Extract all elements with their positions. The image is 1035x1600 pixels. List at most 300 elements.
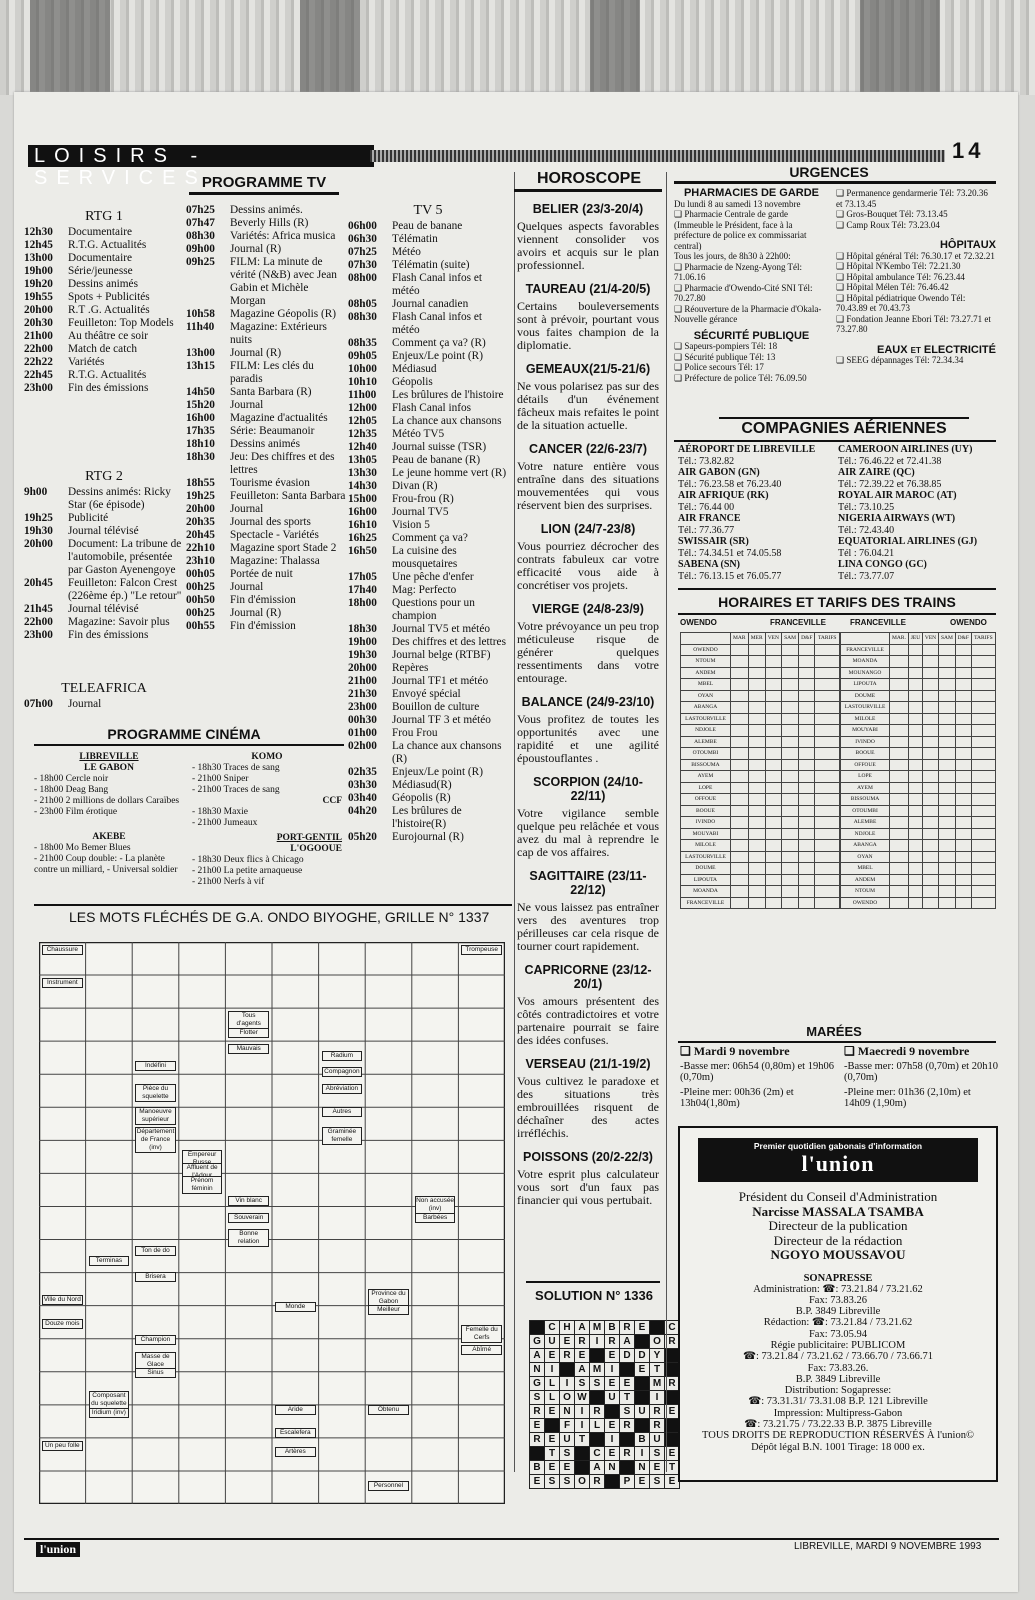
urgences-right <box>836 188 996 366</box>
tv5-program: Météo <box>392 246 421 258</box>
rtg1-program: R.T.G. Actualités <box>68 369 147 381</box>
tv5-program: Repères <box>392 662 429 674</box>
trains-cell <box>890 794 909 806</box>
column-rule <box>514 172 515 1472</box>
masthead-detail: Régie publicitaire: PUBLICOM <box>770 1339 906 1351</box>
trains-station: BISSOUMA <box>681 759 731 771</box>
trains-cell <box>890 644 909 656</box>
trains-cell <box>748 736 765 748</box>
solution-cell: R <box>650 1405 665 1419</box>
trains-cell <box>765 897 781 909</box>
marees-day2 <box>844 1046 999 1109</box>
tv5-row <box>348 623 508 636</box>
trains-header-row <box>841 633 996 645</box>
trains-row <box>841 644 996 656</box>
trains-row <box>681 817 840 829</box>
solution-cell: S <box>650 1475 665 1489</box>
trains-cell <box>955 805 971 817</box>
rtg1-row <box>24 356 184 369</box>
solution-cell: E <box>545 1433 560 1447</box>
urgences-left <box>674 188 829 383</box>
tv5-time: 21h00 <box>348 675 377 687</box>
trains-cell <box>815 771 840 783</box>
newspaper-page <box>14 92 1018 1592</box>
tv5-time: 06h30 <box>348 233 377 245</box>
tv-col2-program: Journal (R) <box>230 347 282 359</box>
trains-cell <box>815 656 840 668</box>
photo-band <box>30 0 110 95</box>
trains-cell <box>730 794 748 806</box>
trains-station: ANDEM <box>681 667 731 679</box>
solution-cell <box>620 1461 635 1475</box>
solution-cell: I <box>560 1377 575 1391</box>
airline-name: ROYAL AIR MAROC (AT) <box>838 490 957 501</box>
trains-station: MOANDA <box>681 886 731 898</box>
trains-row <box>841 874 996 886</box>
photo-band <box>860 0 940 95</box>
rtg2-time: 9h00 <box>24 486 48 498</box>
trains-row <box>841 851 996 863</box>
trains-station: MBEL <box>841 863 890 875</box>
trains-cell <box>730 851 748 863</box>
tv5-row <box>348 649 508 662</box>
rtg1-time: 22h45 <box>24 369 53 381</box>
crossword-rule <box>34 904 512 906</box>
cinema-portgentil-heading: PORT-GENTIL <box>276 833 342 843</box>
rtg2-program: Magazine: Savoir plus <box>68 616 170 628</box>
solution-cell: T <box>665 1461 680 1475</box>
solution-row <box>530 1377 680 1391</box>
trains-cell <box>939 782 956 794</box>
horoscope-sign-text: Vous pourriez décrocher des contrats fabuleux car votre efficacité vous aide à concrétiser vos projets. <box>517 539 659 592</box>
masthead-tagline: Premier quotidien gabonais d'information <box>753 1141 923 1151</box>
tv-col2-time: 20h35 <box>186 516 215 528</box>
masthead-details <box>680 1284 996 1453</box>
cinema-komo-list <box>192 763 342 796</box>
trains-row <box>681 897 840 909</box>
masthead-detail: Fax: 73.05.94 <box>808 1328 868 1340</box>
rtg2-time: 20h00 <box>24 538 53 550</box>
trains-cell <box>890 679 909 691</box>
trains-station: MILOLE <box>841 713 890 725</box>
trains-cell <box>782 794 799 806</box>
trains-cell <box>799 725 815 737</box>
horoscope-sign <box>517 522 659 592</box>
tv5-time: 01h00 <box>348 727 377 739</box>
airlines-title: COMPAGNIES AÉRIENNES <box>741 420 947 437</box>
crossword-clue: Ville du Nord <box>43 1296 81 1304</box>
masthead-line: Narcisse MASSALA TSAMBA <box>752 1203 924 1219</box>
trains-cell <box>782 863 799 875</box>
tv5-time: 07h30 <box>348 259 377 271</box>
trains-cell <box>922 863 938 875</box>
horoscope-sign <box>517 362 659 432</box>
trains-cell <box>730 782 748 794</box>
rtg1-time: 12h30 <box>24 226 53 238</box>
trains-cell <box>890 886 909 898</box>
trains-cell <box>971 644 995 656</box>
tv5-program: Mag: Perfecto <box>392 584 457 596</box>
rtg1-row <box>24 330 184 343</box>
tv5-time: 14h30 <box>348 480 377 492</box>
cinema-item: - 21h00 Jumeaux <box>192 818 258 828</box>
horoscope-list <box>517 192 659 1207</box>
tv5-program: Flash Canal infos et météo <box>392 311 483 336</box>
tv5-row <box>348 571 508 584</box>
tv5-time: 07h25 <box>348 246 377 258</box>
cinema-ogooue-heading: L'OGOOUE <box>290 844 342 854</box>
tv5-program: Flash Canal infos <box>392 402 472 414</box>
airline-name: NIGERIA AIRWAYS (WT) <box>838 513 956 524</box>
tv5-time: 10h00 <box>348 363 377 375</box>
tv5-time: 16h10 <box>348 519 377 531</box>
trains-cell <box>782 690 799 702</box>
solution-cell <box>530 1321 545 1335</box>
trains-cell <box>799 690 815 702</box>
airline-name: SWISSAIR (SR) <box>678 536 749 547</box>
horoscope-sign-text: Votre esprit plus calculateur vous sort d'un faux pas financier qui vous pertubait. <box>517 1167 659 1207</box>
solution-cell: S <box>530 1391 545 1405</box>
trains-station: OFFOUE <box>841 759 890 771</box>
solution-cell: E <box>545 1461 560 1475</box>
trains-station: MBEL <box>681 679 731 691</box>
trains-cell <box>939 805 956 817</box>
trains-cell <box>908 736 922 748</box>
trains-cell <box>890 805 909 817</box>
trains-cell <box>955 725 971 737</box>
trains-cell <box>908 782 922 794</box>
trains-cell <box>730 656 748 668</box>
tv5-time: 12h40 <box>348 441 377 453</box>
tv5-time: 17h40 <box>348 584 377 596</box>
tv5-row <box>348 545 508 571</box>
trains-cell <box>955 679 971 691</box>
solution-title: SOLUTION N° 1336 <box>535 1288 653 1303</box>
trains-cell <box>748 644 765 656</box>
tv5-program: Médiasud <box>392 363 437 375</box>
trains-cell <box>955 863 971 875</box>
pharmacy-item: ❑ Pharmacie de Nzeng-Ayong Tél: 71.06.16 <box>674 261 803 282</box>
trains-row <box>841 759 996 771</box>
pharmacy-item: Tous les jours, de 8h30 à 22h00: <box>674 251 791 261</box>
masthead-line: NGOYO MOUSSAVOU <box>770 1247 906 1262</box>
trains-cell <box>815 886 840 898</box>
trains-header-cell: TARIFS <box>971 633 995 645</box>
trains-cell <box>955 817 971 829</box>
tv-col2-time: 18h30 <box>186 451 215 463</box>
airline-name: AIR FRANCE <box>678 513 741 524</box>
tv-col2-row <box>186 438 346 451</box>
tv5-row <box>348 493 508 506</box>
trains-cell <box>939 713 956 725</box>
tv5-heading: TV 5 <box>413 203 443 218</box>
solution-cell <box>635 1377 650 1391</box>
trains-cell <box>939 874 956 886</box>
tv-col2-program: Variétés: Africa musica <box>230 230 336 242</box>
tv-col2-program: Journal <box>230 581 264 593</box>
tv5-row <box>348 389 508 402</box>
rtg1-program: Spots + Publicités <box>68 291 150 303</box>
masthead-detail: Impression: Multipress-Gabon <box>773 1407 903 1419</box>
trains-cell <box>922 656 938 668</box>
tv5-program: Divan (R) <box>392 480 438 492</box>
trains-cell <box>815 828 840 840</box>
solution-cell <box>590 1433 605 1447</box>
solution-cell: T <box>620 1391 635 1405</box>
trains-cell <box>890 759 909 771</box>
trains-cell <box>782 851 799 863</box>
rtg1-time: 20h00 <box>24 304 53 316</box>
trains-cell <box>922 690 938 702</box>
rtg1-time: 22h00 <box>24 343 53 355</box>
solution-cell: I <box>575 1419 590 1433</box>
cinema-item: - 18h00 Cercle noir <box>34 774 109 784</box>
trains-cell <box>815 667 840 679</box>
tv-col2-row <box>186 204 346 217</box>
tv5-row <box>348 636 508 649</box>
tv5-time: 11h00 <box>348 389 377 401</box>
tv5-row <box>348 441 508 454</box>
rtg1-row <box>24 369 184 382</box>
trains-cell <box>730 805 748 817</box>
trains-cell <box>890 851 909 863</box>
trains-station: IVINDO <box>841 736 890 748</box>
trains-cell <box>955 759 971 771</box>
trains-cell <box>955 736 971 748</box>
tv5-time: 08h00 <box>348 272 377 284</box>
trains-cell <box>730 725 748 737</box>
solution-row <box>530 1335 680 1349</box>
cinema-item: - 21h00 Coup double: - La planète contre un milliard, - Universal soldier <box>34 854 178 875</box>
horoscope-sign-text: Certains bouleversements sont à prévoir, pourtant vous vous faites champion de la diplomatie. <box>517 299 659 352</box>
trains-cell <box>939 828 956 840</box>
solution-cell: S <box>620 1405 635 1419</box>
trains-cell <box>748 771 765 783</box>
solution-row <box>530 1433 680 1447</box>
tv5-time: 12h35 <box>348 428 377 440</box>
tv5-time: 13h30 <box>348 467 377 479</box>
trains-cell <box>971 828 995 840</box>
tv5-program: Bouillon de culture <box>392 701 480 713</box>
trains-cell <box>971 897 995 909</box>
rtg1-program: Dessins animés <box>68 278 138 290</box>
tv-col2-time: 09h25 <box>186 256 215 268</box>
rtg2-time: 20h45 <box>24 577 53 589</box>
rtg1-time: 12h45 <box>24 239 53 251</box>
crossword-clue: Empereur <box>182 1150 223 1168</box>
trains-cell <box>799 644 815 656</box>
background-noise <box>0 0 1035 95</box>
trains-cell <box>971 817 995 829</box>
solution-cell: U <box>605 1391 620 1405</box>
crossword-clue: Abréviation <box>322 1084 363 1094</box>
trains-cell <box>782 679 799 691</box>
hospital-item: ❑ Hôpital ambulance Tél: 76.23.44 <box>836 271 965 282</box>
trains-cell <box>939 702 956 714</box>
trains-cell <box>890 828 909 840</box>
tv-col2-program: Fin d'émission <box>230 620 296 632</box>
rtg2-time: 22h00 <box>24 616 53 628</box>
trains-cell <box>748 794 765 806</box>
tv5-row <box>348 519 508 532</box>
masthead-detail: Distribution: Sogapresse: <box>784 1385 892 1397</box>
trains-cell <box>730 886 748 898</box>
tv5-program: Vision 5 <box>392 519 430 531</box>
rtg1-time: 13h00 <box>24 252 53 264</box>
trains-cell <box>765 874 781 886</box>
tv-col2-row <box>186 386 346 399</box>
trains-cell <box>730 897 748 909</box>
trains-row <box>681 805 840 817</box>
rtg1-row <box>24 304 184 317</box>
trains-cell <box>971 690 995 702</box>
trains-cell <box>799 771 815 783</box>
trains-cell <box>955 771 971 783</box>
trains-row <box>841 771 996 783</box>
trains-cell <box>890 782 909 794</box>
airline-phone: Tél.: 72.39.22 et 76.38.85 <box>838 478 942 490</box>
trains-cell <box>730 817 748 829</box>
teleafrica-time: 07h00 <box>24 698 53 710</box>
tv5-row <box>348 454 508 467</box>
solution-cell: L <box>545 1391 560 1405</box>
rtg1-row <box>24 265 184 278</box>
trains-row <box>841 817 996 829</box>
footer-rule <box>24 1538 999 1540</box>
crossword-clue: Pièce du squelette <box>135 1084 176 1102</box>
trains-station: OFFOUE <box>681 794 731 806</box>
solution-cell: S <box>560 1447 575 1461</box>
tv5-time: 08h05 <box>348 298 377 310</box>
solution-cell <box>635 1419 650 1433</box>
trains-cell <box>765 771 781 783</box>
tv5-program: Journal TV5 <box>392 506 449 518</box>
tv-col2-row <box>186 490 346 503</box>
trains-cell <box>799 759 815 771</box>
rtg2-program: Dessins animés: Ricky Star (6e épisode) <box>68 486 171 511</box>
tv5-program: Journal TV5 et météo <box>392 623 490 635</box>
tv-col2-time: 10h58 <box>186 308 215 320</box>
trains-cell <box>815 725 840 737</box>
trains-station: ABANGA <box>841 840 890 852</box>
trains-cell <box>971 886 995 898</box>
solution-row <box>530 1419 680 1433</box>
solution-cell: R <box>590 1405 605 1419</box>
trains-cell <box>939 667 956 679</box>
solution-cell: R <box>620 1321 635 1335</box>
trains-cell <box>799 656 815 668</box>
trains-station: AYEM <box>681 771 731 783</box>
trains-row <box>681 690 840 702</box>
trains-cell <box>799 886 815 898</box>
tv-col2-time: 13h00 <box>186 347 215 359</box>
tv5-time: 03h40 <box>348 792 377 804</box>
trains-station: AYEM <box>841 782 890 794</box>
tv-col2-program: Beverly Hills (R) <box>230 217 309 229</box>
trains-header-cell: MAR. <box>890 633 909 645</box>
trains-header-cell: VEN <box>922 633 938 645</box>
tv5-program: La chance aux chansons (R) <box>392 740 502 765</box>
airlines-rule-2 <box>674 440 996 442</box>
trains-row <box>841 679 996 691</box>
airline-phone: Tél.: 76.46.22 et 72.41.38 <box>838 455 942 467</box>
solution-cell: A <box>530 1349 545 1363</box>
tv5-program: La cuisine des mousquetaires <box>392 545 458 570</box>
tv5-time: 02h35 <box>348 766 377 778</box>
trains-header-cell: TARIFS <box>815 633 840 645</box>
trains-cell <box>815 713 840 725</box>
airlines-left <box>678 444 828 582</box>
tv-col2-time: 00h55 <box>186 620 215 632</box>
trains-station: OWENDO <box>841 897 890 909</box>
tv5-program: Le jeune homme vert (R) <box>392 467 507 479</box>
tv5-time: 10h10 <box>348 376 377 388</box>
solution-cell: E <box>545 1349 560 1363</box>
masthead-detail: Rédaction: ☎: 73.21.84 / 73.21.62 <box>763 1317 913 1329</box>
trains-cell <box>939 725 956 737</box>
trains-cell <box>955 690 971 702</box>
airline-name: LINA CONGO (GC) <box>838 559 927 570</box>
trains-cell <box>748 679 765 691</box>
security-item: ❑ Préfecture de police Tél: 76.09.50 <box>674 372 807 383</box>
trains-cell <box>748 828 765 840</box>
trains-cell <box>890 817 909 829</box>
rtg2-program: Publicité <box>68 512 109 524</box>
tv-col2-row <box>186 217 346 230</box>
trains-cell <box>782 828 799 840</box>
trains-cell <box>939 736 956 748</box>
tv5-program: Les brûlures de l'histoire(R) <box>392 805 462 830</box>
trains-cell <box>815 817 840 829</box>
trains-cell <box>782 897 799 909</box>
solution-cell: I <box>605 1363 620 1377</box>
tv5-program: Météo TV5 <box>392 428 445 440</box>
trains-station: MOUNANGO <box>841 667 890 679</box>
tv5-program: Frou Frou <box>392 727 438 739</box>
trains-rule <box>678 588 996 590</box>
tv5-program: Journal TF1 et météo <box>392 675 489 687</box>
trains-cell <box>908 644 922 656</box>
crossword-clue: Affluent de <box>182 1163 223 1181</box>
trains-header-row <box>681 633 840 645</box>
tv-col2-row <box>186 399 346 412</box>
trains-title: HORAIRES ET TARIFS DES TRAINS <box>718 594 956 610</box>
tv-col2-program: Magazine: Extérieurs nuits <box>230 321 327 346</box>
solution-cell: R <box>620 1419 635 1433</box>
trains-header-cell: SAM <box>782 633 799 645</box>
marees-title: MARÉES <box>806 1024 862 1039</box>
tv5-time: 02h00 <box>348 740 377 752</box>
tv-col2-row <box>186 243 346 256</box>
tv5-row <box>348 805 508 831</box>
solution-cell: Y <box>650 1349 665 1363</box>
rtg1-row <box>24 382 184 395</box>
trains-cell <box>815 851 840 863</box>
rtg1-row <box>24 317 184 330</box>
trains-cell <box>765 644 781 656</box>
trains-cell <box>730 736 748 748</box>
tv5-row <box>348 428 508 441</box>
solution-row <box>530 1349 680 1363</box>
trains-cell <box>971 702 995 714</box>
trains-header-cell: D&F <box>799 633 815 645</box>
trains-cell <box>748 863 765 875</box>
solution-grid <box>529 1320 680 1489</box>
trains-station: MILOLE <box>681 840 731 852</box>
rtg2-row <box>24 629 184 642</box>
tv5-row <box>348 740 508 766</box>
solution-cell <box>635 1391 650 1405</box>
